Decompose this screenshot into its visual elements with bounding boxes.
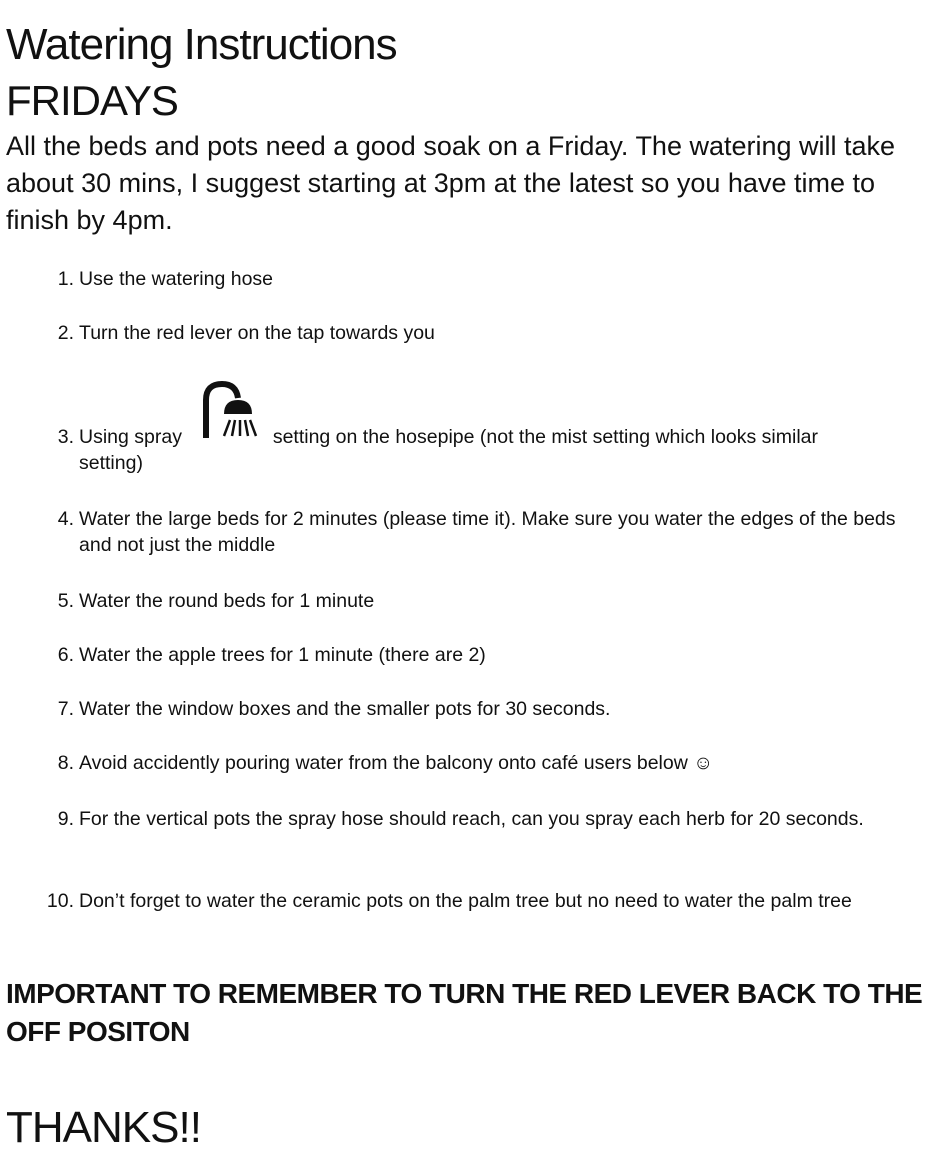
thanks-text: THANKS!! xyxy=(6,1103,201,1152)
shower-icon xyxy=(200,378,260,440)
document-subtitle: FRIDAYS xyxy=(6,77,178,124)
step-text: Water the large beds for 2 minutes (please time it). Make sure you water the edges of the beds and not just the middle xyxy=(79,508,896,556)
step-text: For the vertical pots the spray hose should reach, can you spray each herb for 20 seconds. xyxy=(79,808,864,830)
step-number: 5. xyxy=(57,590,74,612)
step-number: 6. xyxy=(57,644,74,666)
step-text: Water the window boxes and the smaller pots for 30 seconds. xyxy=(79,698,611,720)
step-text: Water the apple trees for 1 minute (there are 2) xyxy=(79,644,486,666)
step-number: 4. xyxy=(57,508,74,530)
step-text: Use the watering hose xyxy=(79,268,274,290)
step-number: 1. xyxy=(57,268,74,290)
step-text-after-icon: setting on the hosepipe (not the mist setting which looks similar xyxy=(272,426,819,448)
step-number: 10. xyxy=(46,890,74,912)
important-notice: IMPORTANT TO REMEMBER TO TURN THE RED LEVER BACK TO THE OFF POSITON xyxy=(6,978,923,1047)
step-number: 3. xyxy=(57,426,74,448)
intro-paragraph: All the beds and pots need a good soak on a Friday. The watering will take about 30 mins, I suggest starting at 3pm at the latest so you have time to finish by 4pm. xyxy=(6,131,896,235)
document-title: Watering Instructions xyxy=(6,20,397,69)
step-text-line2: setting) xyxy=(79,452,143,474)
step-number: 8. xyxy=(57,752,74,774)
step-number: 7. xyxy=(57,698,74,720)
step-number: 2. xyxy=(57,322,74,344)
step-number: 9. xyxy=(57,808,74,830)
step-text-before-icon: Using spray xyxy=(79,426,182,448)
step-text: Don’t forget to water the ceramic pots on the palm tree but no need to water the palm tree xyxy=(79,890,852,912)
step-text: Avoid accidently pouring water from the balcony onto café users below ☺ xyxy=(79,752,714,774)
step-text: Water the round beds for 1 minute xyxy=(79,590,375,612)
step-text: Turn the red lever on the tap towards you xyxy=(79,322,435,344)
